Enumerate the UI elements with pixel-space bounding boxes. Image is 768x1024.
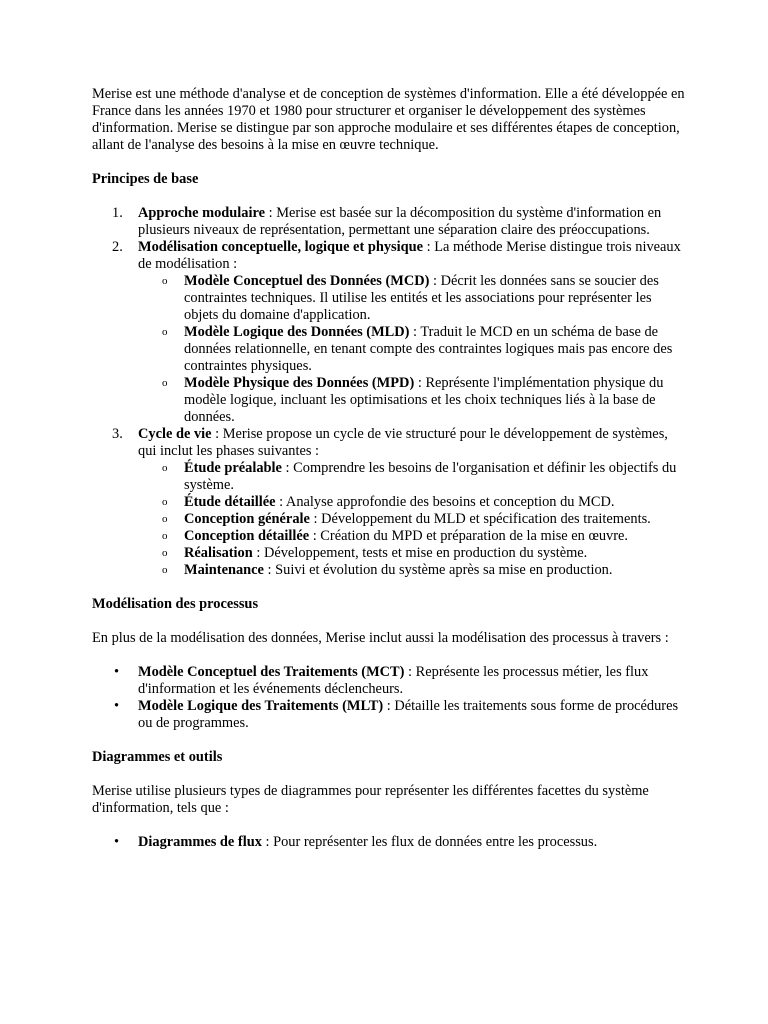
- diagrammes-paragraph: Merise utilise plusieurs types de diagrammes pour représenter les différentes facettes du système d'information, tels que :: [92, 783, 649, 816]
- circle-bullet-icon: o: [162, 377, 168, 389]
- processus-paragraph: En plus de la modélisation des données, Merise inclut aussi la modélisation des processus à travers :: [92, 630, 669, 646]
- sublist-modeling-levels: [138, 273, 688, 426]
- bullet-item-text: : Pour représenter les flux de données entre les processus.: [261, 834, 598, 850]
- sublist-item-term: Étude détaillée: [184, 494, 276, 510]
- section-heading-diagrammes: Diagrammes et outils: [92, 749, 223, 765]
- sublist-item-term: Étude préalable: [184, 460, 282, 476]
- sublist-item-term: Réalisation: [184, 545, 253, 561]
- list-item-term: Cycle de vie: [138, 426, 212, 442]
- sublist-item-term: Conception générale: [184, 511, 310, 527]
- bullet-icon: •: [114, 698, 120, 714]
- list-item: [92, 426, 688, 579]
- sublist-item-term: Modèle Logique des Données (MLD): [184, 324, 410, 340]
- list-item-text: : La méthode Merise distingue trois niveaux de modélisation :: [138, 239, 681, 272]
- list-item-term: Modélisation conceptuelle, logique et physique: [138, 239, 424, 255]
- circle-bullet-icon: o: [162, 547, 168, 559]
- principles-list: [92, 205, 688, 579]
- bullet-icon: •: [114, 834, 120, 850]
- bullet-item-text: : Détaille les traitements sous forme de procédures ou de programmes.: [138, 698, 679, 731]
- sublist-item-text: : Création du MPD et préparation de la mise en œuvre.: [309, 528, 629, 544]
- bullet-item-term: Modèle Conceptuel des Traitements (MCT): [138, 664, 405, 680]
- bullet-item: [92, 834, 688, 851]
- list-item: [92, 205, 688, 239]
- list-item: [92, 239, 688, 426]
- sublist-item-text: : Représente l'implémentation physique du modèle logique, incluant les optimisations et les choix techniques liés à la base de données.: [184, 375, 664, 425]
- sublist-item-term: Modèle Physique des Données (MPD): [184, 375, 415, 391]
- sublist-lifecycle-phases: [138, 460, 688, 579]
- circle-bullet-icon: o: [162, 564, 168, 576]
- processus-list: [92, 664, 688, 732]
- section-heading-principes: Principes de base: [92, 171, 199, 187]
- bullet-item: [92, 698, 688, 732]
- sublist-item-text: : Traduit le MCD en un schéma de base de données relationnelle, en tenant compte des contraintes logiques mais pas encore des contraintes physiques.: [184, 324, 673, 374]
- list-item-text: : Merise propose un cycle de vie structuré pour le développement de systèmes, qui inclut les phases suivantes :: [138, 426, 668, 459]
- circle-bullet-icon: o: [162, 513, 168, 525]
- sublist-item-text: : Développement, tests et mise en production du système.: [252, 545, 588, 561]
- sublist-item: [138, 494, 688, 511]
- sublist-item: [138, 375, 688, 426]
- sublist-item-text: : Décrit les données sans se soucier des contraintes techniques. Il utilise les entités et les associations pour représenter les objets du domaine d'application.: [184, 273, 659, 323]
- bullet-item-term: Diagrammes de flux: [138, 834, 262, 850]
- sublist-item: [138, 562, 688, 579]
- sublist-item: [138, 545, 688, 562]
- list-number: 2.: [112, 239, 123, 255]
- diagrammes-list: [92, 834, 688, 851]
- bullet-item-term: Modèle Logique des Traitements (MLT): [138, 698, 384, 714]
- sublist-item-text: : Suivi et évolution du système après sa mise en production.: [263, 562, 613, 578]
- sublist-item-text: : Comprendre les besoins de l'organisation et définir les objectifs du système.: [184, 460, 677, 493]
- sublist-item: [138, 528, 688, 545]
- sublist-item-term: Modèle Conceptuel des Données (MCD): [184, 273, 430, 289]
- bullet-item: [92, 664, 688, 698]
- circle-bullet-icon: o: [162, 462, 168, 474]
- sublist-item: [138, 511, 688, 528]
- list-number: 1.: [112, 205, 123, 221]
- intro-paragraph: Merise est une méthode d'analyse et de conception de systèmes d'information. Elle a été développée en France dans les années 1970 et 1980 pour structurer et organiser le développement des systèmes d'information. Merise se distingue par son approche modulaire et ses différentes étapes de conception, allant de l'analyse des besoins à la mise en œuvre technique.: [92, 86, 685, 153]
- sublist-item-term: Conception détaillée: [184, 528, 310, 544]
- sublist-item-text: : Analyse approfondie des besoins et conception du MCD.: [275, 494, 615, 510]
- section-heading-processus: Modélisation des processus: [92, 596, 259, 612]
- sublist-item: [138, 324, 688, 375]
- sublist-item-term: Maintenance: [184, 562, 264, 578]
- sublist-item-text: : Développement du MLD et spécification des traitements.: [309, 511, 651, 527]
- sublist-item: [138, 460, 688, 494]
- list-item-term: Approche modulaire: [138, 205, 265, 221]
- sublist-item: [138, 273, 688, 324]
- circle-bullet-icon: o: [162, 496, 168, 508]
- list-number: 3.: [112, 426, 123, 442]
- bullet-icon: •: [114, 664, 120, 680]
- list-item-text: : Merise est basée sur la décomposition du système d'information en plusieurs niveaux de représentation, permettant une séparation claire des préoccupations.: [138, 205, 662, 238]
- circle-bullet-icon: o: [162, 530, 168, 542]
- circle-bullet-icon: o: [162, 275, 168, 287]
- circle-bullet-icon: o: [162, 326, 168, 338]
- bullet-item-text: : Représente les processus métier, les flux d'information et les événements déclencheurs.: [138, 664, 649, 697]
